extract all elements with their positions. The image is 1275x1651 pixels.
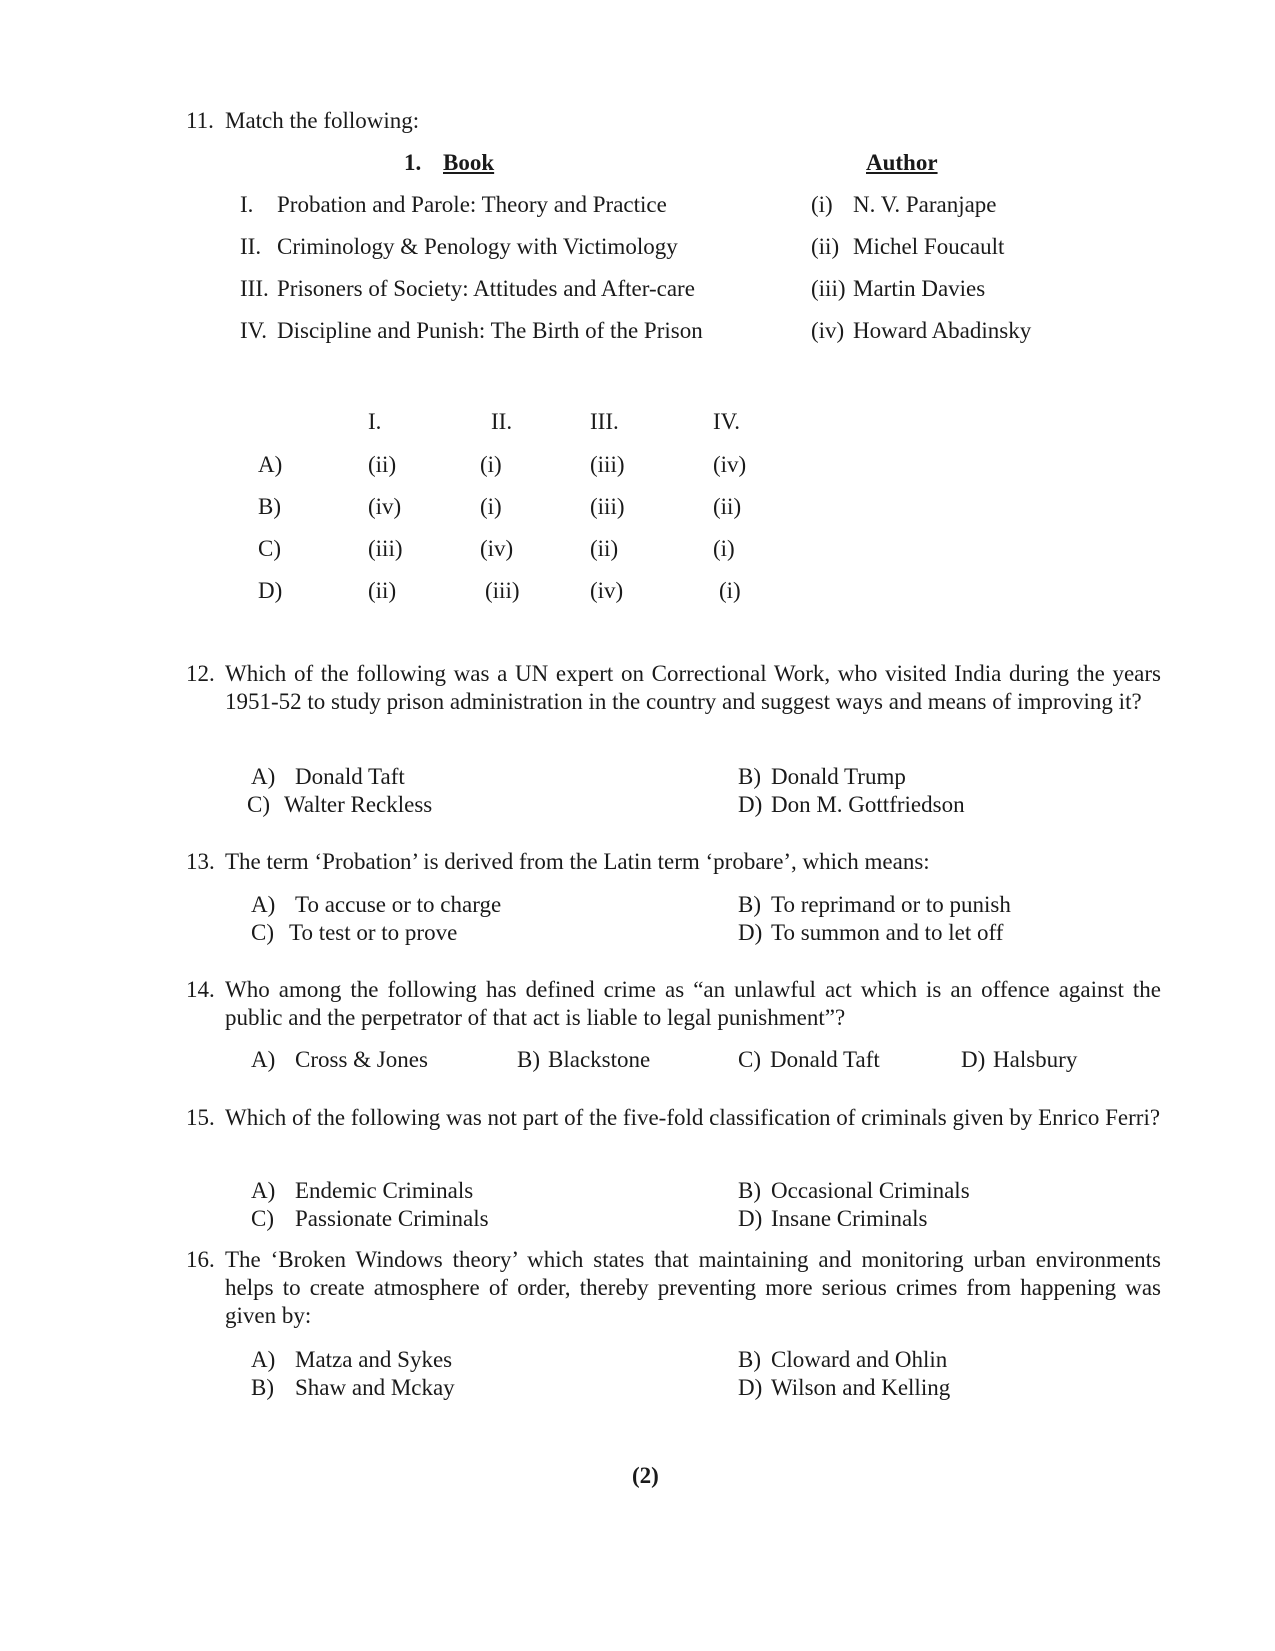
- book-header-number: 1.: [404, 150, 422, 175]
- option-label: D): [738, 920, 763, 945]
- option-label: D): [738, 792, 763, 817]
- option-text: Insane Criminals: [771, 1206, 928, 1231]
- grid-cell: (iv): [590, 578, 624, 603]
- question-text: Which of the following was a UN expert on Correctional Work, who visited India during the years 1951-52 to study prison administration in the country and suggest ways and means of improving it?: [225, 661, 1161, 714]
- option-label: A): [251, 1178, 276, 1203]
- grid-header: III.: [590, 409, 619, 434]
- grid-cell: (i): [713, 536, 735, 561]
- grid-cell: (i): [480, 494, 502, 519]
- option-text: To test or to prove: [289, 920, 458, 945]
- option-text: To summon and to let off: [771, 920, 1004, 945]
- grid-header: I.: [368, 409, 382, 434]
- option-text: Cross & Jones: [295, 1047, 428, 1072]
- question-text: Who among the following has defined crime as “an unlawful act which is an offence against the public and the perpetrator of that act is liable to legal punishment”?: [225, 977, 1161, 1030]
- option-text: Donald Taft: [295, 764, 405, 789]
- grid-cell: (iii): [590, 494, 625, 519]
- option-text: Don M. Gottfriedson: [771, 792, 965, 817]
- author-number: (iii): [811, 276, 846, 301]
- option-label: A): [251, 1047, 276, 1072]
- option-text: Walter Reckless: [284, 792, 433, 817]
- grid-cell: (iii): [368, 536, 403, 561]
- book-title: Prisoners of Society: Attitudes and After-care: [277, 276, 695, 301]
- option-text: Halsbury: [993, 1047, 1078, 1072]
- grid-cell: (iv): [713, 452, 747, 477]
- grid-cell: (ii): [368, 578, 397, 603]
- option-label: D): [961, 1047, 986, 1072]
- question-text: The ‘Broken Windows theory’ which states that maintaining and monitoring urban environments helps to create atmosphere of order, thereby preventing more serious crimes from happening was given by:: [225, 1247, 1161, 1328]
- page-number: (2): [632, 1463, 659, 1488]
- option-label: B): [738, 1178, 761, 1203]
- option-label: C): [251, 920, 274, 945]
- question-number: 11.: [186, 108, 214, 133]
- grid-cell: (i): [719, 578, 741, 603]
- question-text: Which of the following was not part of the five-fold classification of criminals given by Enrico Ferri?: [225, 1105, 1161, 1130]
- option-text: To accuse or to charge: [295, 892, 502, 917]
- question-number: 12.: [186, 661, 215, 686]
- author-number: (i): [811, 192, 833, 217]
- grid-header: IV.: [713, 409, 741, 434]
- option-label: B): [738, 892, 761, 917]
- option-label: C): [247, 792, 270, 817]
- question-number: 13.: [186, 849, 215, 874]
- grid-cell: (ii): [368, 452, 397, 477]
- option-label: A): [251, 1347, 276, 1372]
- option-label: D): [258, 578, 283, 603]
- grid-cell: (i): [480, 452, 502, 477]
- grid-cell: (ii): [713, 494, 742, 519]
- book-roman: II.: [240, 234, 262, 259]
- option-label: B): [517, 1047, 540, 1072]
- option-text: Wilson and Kelling: [771, 1375, 951, 1400]
- book-column-header: Book: [443, 150, 495, 175]
- book-title: Criminology & Penology with Victimology: [277, 234, 678, 259]
- option-label: B): [738, 764, 761, 789]
- option-text: Endemic Criminals: [295, 1178, 474, 1203]
- option-text: Shaw and Mckay: [295, 1375, 455, 1400]
- question-number: 16.: [186, 1247, 215, 1272]
- option-label: C): [738, 1047, 761, 1072]
- option-text: Matza and Sykes: [295, 1347, 453, 1372]
- option-label: C): [258, 536, 281, 561]
- author-column-header: Author: [866, 150, 938, 175]
- option-text: Passionate Criminals: [295, 1206, 489, 1231]
- grid-cell: (ii): [590, 536, 619, 561]
- option-text: Donald Taft: [770, 1047, 880, 1072]
- book-title: Discipline and Punish: The Birth of the Prison: [277, 318, 703, 343]
- option-text: Cloward and Ohlin: [771, 1347, 948, 1372]
- question-text: Match the following:: [225, 108, 420, 133]
- grid-cell: (iv): [368, 494, 402, 519]
- option-text: To reprimand or to punish: [771, 892, 1011, 917]
- option-label: A): [251, 764, 276, 789]
- option-label: B): [251, 1375, 274, 1400]
- author-number: (ii): [811, 234, 840, 259]
- option-label: D): [738, 1375, 763, 1400]
- book-roman: IV.: [240, 318, 268, 343]
- option-text: Occasional Criminals: [771, 1178, 970, 1203]
- option-label: C): [251, 1206, 274, 1231]
- author-name: N. V. Paranjape: [853, 192, 997, 217]
- option-label: A): [258, 452, 283, 477]
- author-name: Howard Abadinsky: [853, 318, 1032, 343]
- question-text: The term ‘Probation’ is derived from the Latin term ‘probare’, which means:: [225, 849, 930, 874]
- book-title: Probation and Parole: Theory and Practice: [277, 192, 667, 217]
- grid-cell: (iv): [480, 536, 514, 561]
- author-name: Michel Foucault: [853, 234, 1005, 259]
- option-text: Blackstone: [548, 1047, 651, 1072]
- option-text: Donald Trump: [771, 764, 906, 789]
- question-number: 14.: [186, 977, 215, 1002]
- grid-cell: (iii): [590, 452, 625, 477]
- option-label: D): [738, 1206, 763, 1231]
- book-roman: I.: [240, 192, 254, 217]
- option-label: B): [738, 1347, 761, 1372]
- option-label: B): [258, 494, 281, 519]
- grid-header: II.: [491, 409, 513, 434]
- option-label: A): [251, 892, 276, 917]
- question-number: 15.: [186, 1105, 215, 1130]
- book-roman: III.: [240, 276, 269, 301]
- grid-cell: (iii): [485, 578, 520, 603]
- author-name: Martin Davies: [853, 276, 986, 301]
- author-number: (iv): [811, 318, 845, 343]
